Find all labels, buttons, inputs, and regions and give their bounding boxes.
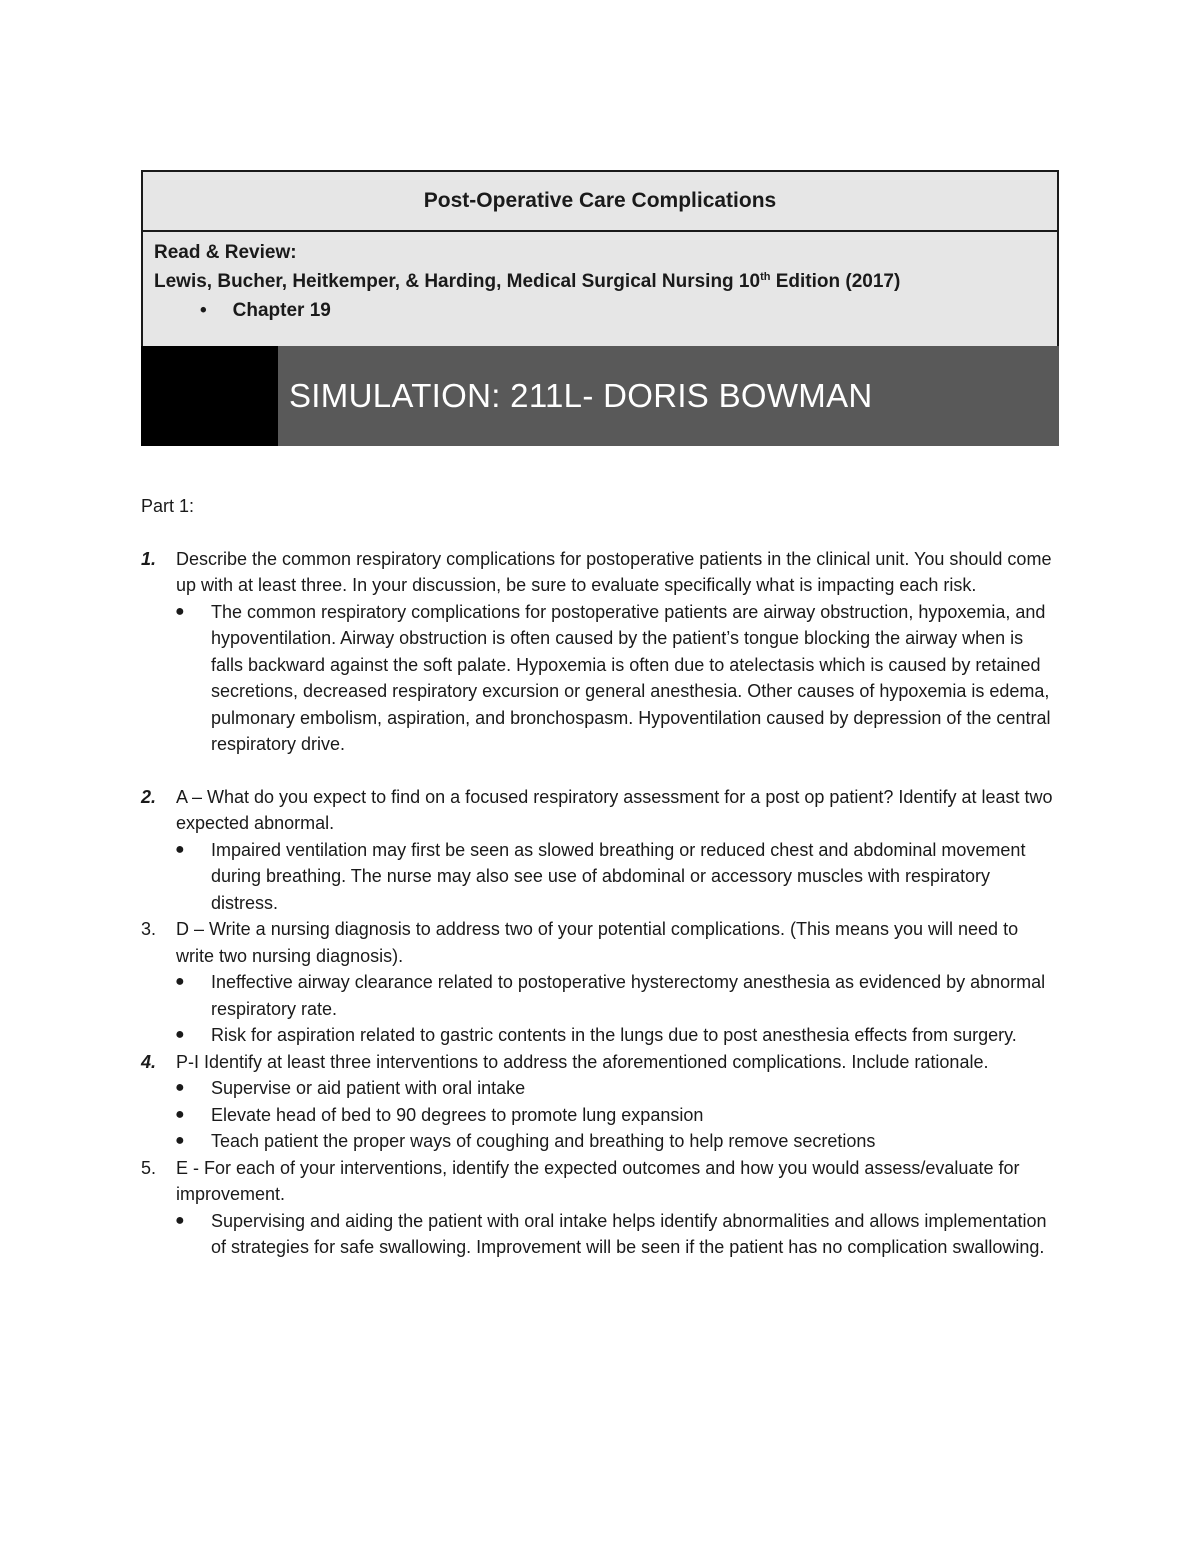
question-text: E - For each of your interventions, identify the expected outcomes and how you would assess/evaluate for improvement. (176, 1157, 1020, 1204)
question-3 (141, 916, 1059, 969)
answer-bullet: ● Risk for aspiration related to gastric contents in the lungs due to post anesthesia effects from surgery. (141, 1022, 1059, 1049)
banner-title-block (278, 346, 1059, 446)
question-4 (141, 1049, 1059, 1076)
question-1 (141, 546, 1059, 599)
simulation-banner (141, 346, 1059, 446)
question-text: A – What do you expect to find on a focused respiratory assessment for a post op patient? Identify at least two expected abnormal. (176, 786, 1053, 833)
header-box (141, 170, 1059, 348)
question-5 (141, 1155, 1059, 1208)
question-number: 4. (141, 1051, 157, 1072)
question-text: D – Write a nursing diagnosis to address two of your potential complications. (This means you will need to write two nursing diagnosis). (176, 919, 1019, 966)
answer-bullet: ● Ineffective airway clearance related to postoperative hysterectomy anesthesia as evidenced by abnormal respiratory rate. (141, 969, 1059, 1022)
question-text: P-I Identify at least three interventions to address the aforementioned complications. Include rationale. (176, 1051, 989, 1072)
bullet-icon: ● (175, 1105, 185, 1123)
question-number: 3. (141, 919, 157, 939)
banner-black-block (141, 346, 278, 446)
bullet-icon: ● (175, 1132, 185, 1149)
chapter-item: • Chapter 19 (154, 296, 1046, 325)
document-title: Post-Operative Care Complications (143, 172, 1057, 232)
question-2 (141, 784, 1059, 837)
question-number: 1. (141, 548, 157, 569)
bullet-icon: ● (175, 1079, 185, 1096)
bullet-icon: ● (175, 1211, 185, 1229)
banner-title: SIMULATION: 211L- DORIS BOWMAN (289, 377, 873, 414)
answer-bullet: ● Supervising and aiding the patient with oral intake helps identify abnormalities and allows implementation of strategies for safe swallowing. Improvement will be seen if the patient has no complication swallowing. (141, 1208, 1059, 1261)
bullet-icon: ● (175, 602, 185, 620)
question-number: 2. (141, 786, 157, 807)
document-body (141, 493, 1059, 1261)
answer-bullet: ● Impaired ventilation may first be seen as slowed breathing or reduced chest and abdominal movement during breathing. The nurse may also see use of abdominal or accessory muscles with respiratory distress. (141, 837, 1059, 917)
question-number: 5. (141, 1157, 157, 1178)
bullet-icon: ● (175, 840, 185, 858)
question-text: Describe the common respiratory complications for postoperative patients in the clinical unit. You should come up with at least three. In your discussion, be sure to evaluate specifically what is impacting each risk. (176, 548, 1052, 595)
answer-bullet: ● Teach patient the proper ways of coughing and breathing to help remove secretions (141, 1128, 1059, 1155)
answer-bullet: ● Elevate head of bed to 90 degrees to promote lung expansion (141, 1102, 1059, 1129)
read-review-section (143, 232, 1057, 346)
bullet-icon: ● (175, 973, 185, 990)
read-review-label: Read & Review: (154, 242, 297, 263)
bullet-icon: • (200, 300, 207, 321)
part-label: Part 1: (141, 496, 195, 516)
answer-bullet: ● The common respiratory complications for postoperative patients are airway obstruction, hypoxemia, and hypoventilation. Airway obstruction is often caused by the patient’s tongue blocking the airway when is falls backward against the soft palate. Hypoxemia is often due to atelectasis which is caused by retained secretions, decreased respiratory excursion or general anesthesia. Other causes of hypoxemia is edema, pulmonary embolism, aspiration, and bronchospasm. Hypoventilation caused by depression of the central respiratory drive. (141, 599, 1059, 758)
textbook-reference: Lewis, Bucher, Heitkemper, & Harding, Medical Surgical Nursing 10th Edition (2017) (154, 271, 901, 292)
bullet-icon: ● (175, 1026, 185, 1043)
answer-bullet: ● Supervise or aid patient with oral intake (141, 1075, 1059, 1102)
